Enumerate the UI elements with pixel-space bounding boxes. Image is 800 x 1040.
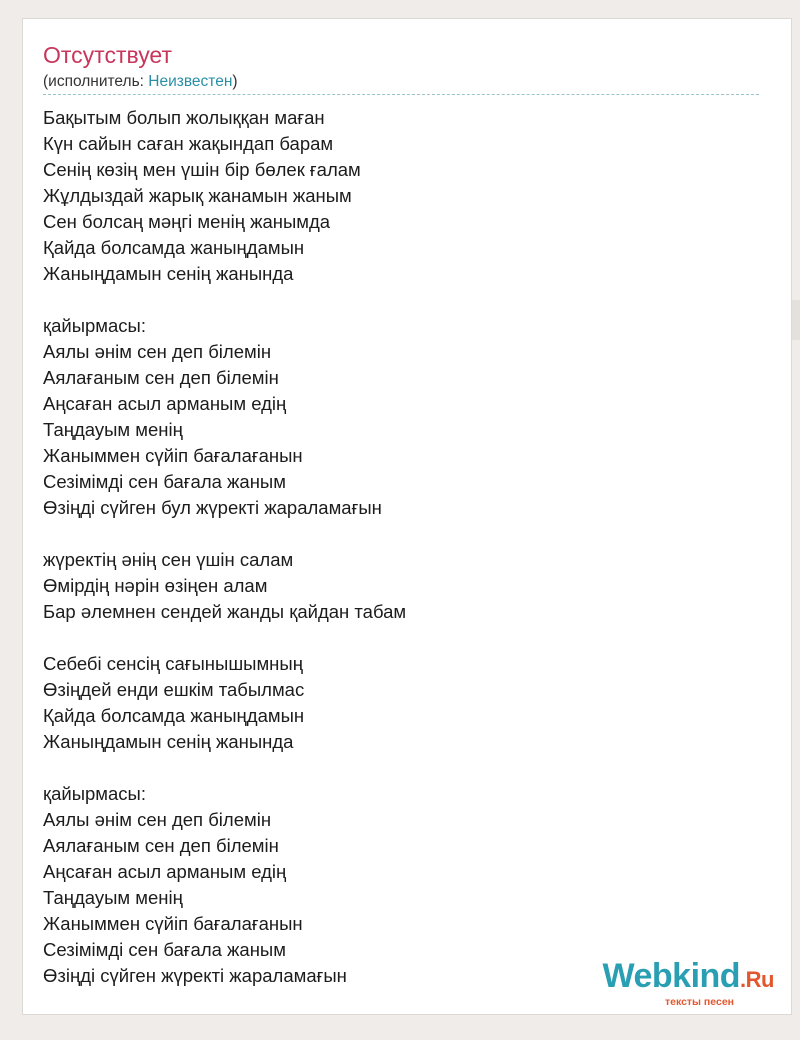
- lyric-line: Сен болсаң мәңгі менің жанымда: [43, 211, 331, 232]
- lyric-line: Сезімімді сен бағала жаным: [43, 939, 286, 960]
- page-edge-shadow: [792, 300, 800, 340]
- lyric-line: [43, 625, 406, 651]
- lyric-line: Қайда болсамда жаныңдамын: [43, 237, 305, 258]
- lyric-line: Қайда болсамда жаныңдамын: [43, 705, 305, 726]
- lyric-line: Өмірдің нәрін өзіңен алам: [43, 575, 268, 596]
- lyric-line: Өзіңдей енди ешкім табылмас: [43, 679, 305, 700]
- lyric-line: Себебі сенсің сағынышымның: [43, 653, 303, 674]
- lyric-line: Аялағаным сен деп білемін: [43, 367, 279, 388]
- lyric-line: қайырмасы:: [43, 783, 146, 804]
- lyric-line: Күн сайын саған жақындап барам: [43, 133, 334, 154]
- lyric-line: Аңсаған асыл арманым едің: [43, 393, 287, 414]
- song-title: Отсутствует: [43, 42, 172, 68]
- lyrics-card: [22, 18, 792, 1015]
- lyrics-text: [43, 105, 406, 989]
- lyric-line: Бар әлемнен сендей жанды қайдан табам: [43, 601, 407, 622]
- lyric-line: Жаныңдамын сенің жанында: [43, 731, 294, 752]
- lyric-line: Аялы әнім сен деп білемін: [43, 809, 272, 830]
- lyric-line: [43, 521, 406, 547]
- lyric-line: Таңдауым менің: [43, 887, 183, 908]
- lyric-line: Жаныммен сүйіп бағалағанын: [43, 445, 303, 466]
- lyric-line: Таңдауым менің: [43, 419, 183, 440]
- artist-link[interactable]: Неизвестен: [148, 73, 233, 90]
- lyric-line: Аялы әнім сен деп білемін: [43, 341, 272, 362]
- lyric-line: [43, 755, 406, 781]
- logo-tld-text: .Ru: [740, 967, 774, 992]
- lyric-line: Сезімімді сен бағала жаным: [43, 471, 286, 492]
- lyric-line: Жаныңдамын сенің жанында: [43, 263, 294, 284]
- artist-label-suffix: ): [232, 73, 238, 90]
- artist-label-prefix: (исполнитель:: [43, 73, 149, 90]
- lyric-line: Сенің көзің мен үшін бір бөлек ғалам: [43, 159, 361, 180]
- title-divider: [43, 94, 759, 95]
- lyric-line: Өзіңді сүйген бул жүректі жараламағын: [43, 497, 382, 518]
- lyric-line: Жұлдыздай жарық жанамын жаным: [43, 185, 352, 206]
- lyric-line: Бақытым болып жолыққан маған: [43, 107, 325, 128]
- lyric-line: жүректің әнің сен үшін салам: [43, 549, 294, 570]
- logo-subtitle: тексты песен: [664, 996, 734, 1008]
- webkind-logo[interactable]: [602, 957, 775, 1008]
- lyric-line: Өзіңді сүйген жүректі жараламағын: [43, 965, 347, 986]
- lyric-line: қайырмасы:: [43, 315, 146, 336]
- lyric-line: Аялағаным сен деп білемін: [43, 835, 279, 856]
- logo-main-text: Webkind: [602, 957, 741, 995]
- artist-line: [43, 73, 238, 91]
- lyric-line: [43, 287, 406, 313]
- lyric-line: Аңсаған асыл арманым едің: [43, 861, 287, 882]
- lyric-line: Жаныммен сүйіп бағалағанын: [43, 913, 303, 934]
